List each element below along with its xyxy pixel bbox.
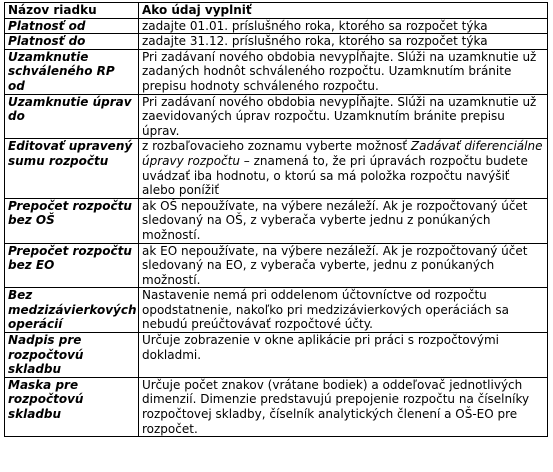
row-name: Platnosť od [5,18,139,34]
table-row [5,377,548,436]
row-name: Bez medzizávierkových operácií [5,288,139,333]
row-description-text: z rozbaľovacieho zoznamu vyberte možnosť [142,139,411,154]
table-header-row [5,3,548,19]
table-row [5,94,548,139]
settings-table [4,2,548,437]
column-header-name: Názov riadku [5,3,139,19]
row-description: Určuje počet znakov (vrátane bodiek) a oddeľovač jednotlivých dimenzií. Dimenzie predstavujú prepojenie rozpočtu na číselníky rozpočtovej skladby, číselník analytických členení a OŠ-EO pre rozpočet. [139,377,548,436]
table-row [5,34,548,50]
row-name: Nadpis pre rozpočtovú skladbu [5,333,139,378]
row-name: Uzamknutie schváleného RP od [5,49,139,94]
row-description [139,139,548,198]
table-row [5,18,548,34]
row-description-text: – znamená to, že pri úpravách rozpočtu budete uvádzať iba hodnotu, o ktorú sa má položka rozpočtu navýšiť alebo ponížiť [142,153,528,198]
table-row [5,288,548,333]
table-row [5,139,548,198]
row-name: Editovať upravený sumu rozpočtu [5,139,139,198]
table-row [5,49,548,94]
row-name: Uzamknutie úprav do [5,94,139,139]
column-header-description: Ako údaj vyplniť [139,3,548,19]
row-name: Prepočet rozpočtu bez EO [5,243,139,288]
table-row [5,198,548,243]
row-description: zadajte 31.12. príslušného roka, ktorého sa rozpočet týka [139,34,548,50]
row-description: ak OŠ nepoužívate, na výbere nezáleží. Ak je rozpočtovaný účet sledovaný na OŠ, z vyberača vyberte jednu z ponúkaných možností. [139,198,548,243]
row-description: zadajte 01.01. príslušného roka, ktorého sa rozpočet týka [139,18,548,34]
row-name: Maska pre rozpočtovú skladbu [5,377,139,436]
row-description: Pri zadávaní nového obdobia nevypĺňajte. Slúži na uzamknutie už zaevidovaných úprav rozpočtu. Uzamknutím bránite prepisu úprav. [139,94,548,139]
table-row [5,333,548,378]
row-description: Určuje zobrazenie v okne aplikácie pri práci s rozpočtovými dokladmi. [139,333,548,378]
row-name: Platnosť do [5,34,139,50]
option-name-emphasis: Zadávať diferenciálne úpravy rozpočtu [142,139,543,168]
row-description: Pri zadávaní nového obdobia nevypĺňajte. Slúži na uzamknutie už zadaných hodnôt schváleného rozpočtu. Uzamknutím bránite prepisu hodnoty schváleného rozpočtu. [139,49,548,94]
row-description: ak EO nepoužívate, na výbere nezáleží. Ak je rozpočtovaný účet sledovaný na EO, z vyberača vyberte, jednu z ponúkaných možností. [139,243,548,288]
row-description: Nastavenie nemá pri oddelenom účtovníctve od rozpočtu opodstatnenie, nakoľko pri medzizávierkových operáciách sa nebudú preúčtovávať rozpočtové účty. [139,288,548,333]
row-name: Prepočet rozpočtu bez OŠ [5,198,139,243]
table-row [5,243,548,288]
